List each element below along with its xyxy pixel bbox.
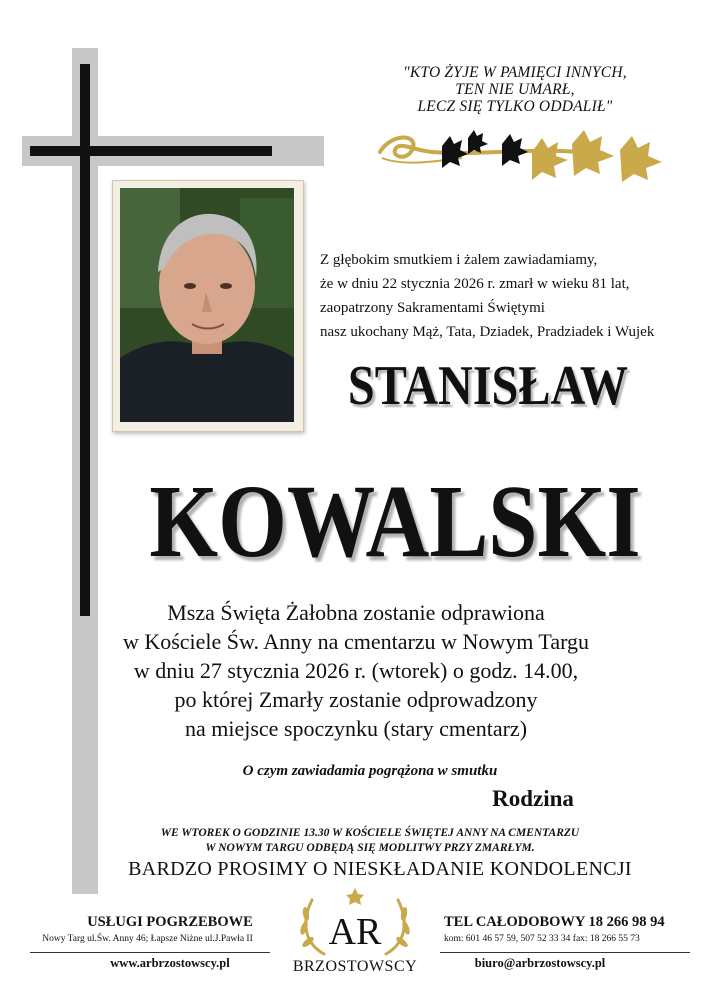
announcement-intro xyxy=(320,248,700,344)
footer-divider-left xyxy=(30,952,270,953)
quote-line-3: LECZ SIĘ TYLKO ODDALIŁ" xyxy=(417,98,613,115)
intro-line-4: nasz ukochany Mąż, Tata, Dziadek, Pradziadek i Wujek xyxy=(320,324,655,340)
intro-line-3: zaopatrzony Sakramentami Świętymi xyxy=(320,300,545,316)
family-signature: Rodzina xyxy=(492,786,574,811)
notified-by-text: O czym zawiadamia pogrążona w smutku xyxy=(242,763,498,779)
website-link[interactable]: www.arbrzostowscy.pl xyxy=(110,956,230,970)
footer-divider-right xyxy=(440,952,690,953)
funeral-mass-info xyxy=(100,598,612,743)
logo-company-name: BRZOSTOWSCY xyxy=(292,958,418,975)
contact-numbers: kom: 601 46 57 59, 507 52 33 34 fax: 18 266 55 73 xyxy=(444,934,640,944)
mass-line-4: po której Zmarły zostanie odprowadzony xyxy=(174,687,538,712)
intro-line-1: Z głębokim smutkiem i żalem zawiadamiamy, xyxy=(320,252,598,268)
prayer-line-1: WE WTOREK O GODZINIE 13.30 W KOŚCIELE ŚWIĘTEJ ANNY NA CMENTARZU xyxy=(160,827,580,839)
cross-horizontal-beam xyxy=(30,146,272,156)
portrait-illustration xyxy=(120,188,294,422)
mass-line-1: Msza Święta Żałobna zostanie odprawiona xyxy=(167,600,545,625)
prayer-line-2: W NOWYM TARGU ODBĘDĄ SIĘ MODLITWY PRZY ZMARŁYM. xyxy=(205,842,535,854)
vine-leaves-ornament xyxy=(372,122,672,190)
no-condolences-request: BARDZO PROSIMY O NIESKŁADANIE KONDOLENCJI xyxy=(128,858,632,880)
phone-number: TEL CAŁODOBOWY 18 266 98 94 xyxy=(444,914,665,930)
quote-line-2: TEN NIE UMARŁ, xyxy=(455,81,575,98)
email-link[interactable]: biuro@arbrzostowscy.pl xyxy=(474,956,606,970)
portrait-photo xyxy=(120,188,294,422)
mass-line-3: w dniu 27 stycznia 2026 r. (wtorek) o godz. 14.00, xyxy=(133,658,579,683)
prayer-notice xyxy=(110,826,630,856)
memorial-quote xyxy=(340,64,690,115)
logo-initials: AR xyxy=(328,911,382,953)
mass-line-2: w Kościele Św. Anny na cmentarzu w Nowym Targu xyxy=(122,629,590,654)
funeral-services-title: USŁUGI POGRZEBOWE xyxy=(87,914,253,930)
intro-line-2: że w dniu 22 stycznia 2026 r. zmarł w wieku 81 lat, xyxy=(320,276,630,292)
deceased-surname: KOWALSKI xyxy=(149,464,641,579)
deceased-first-name: STANISŁAW xyxy=(347,355,629,417)
quote-line-1: "KTO ŻYJE W PAMIĘCI INNYCH, xyxy=(403,64,627,81)
mass-line-5: na miejsce spoczynku (stary cmentarz) xyxy=(184,716,528,741)
funeral-services-address: Nowy Targ ul.Św. Anny 46; Łapsze Niżne ul.J.Pawła II xyxy=(42,934,253,944)
